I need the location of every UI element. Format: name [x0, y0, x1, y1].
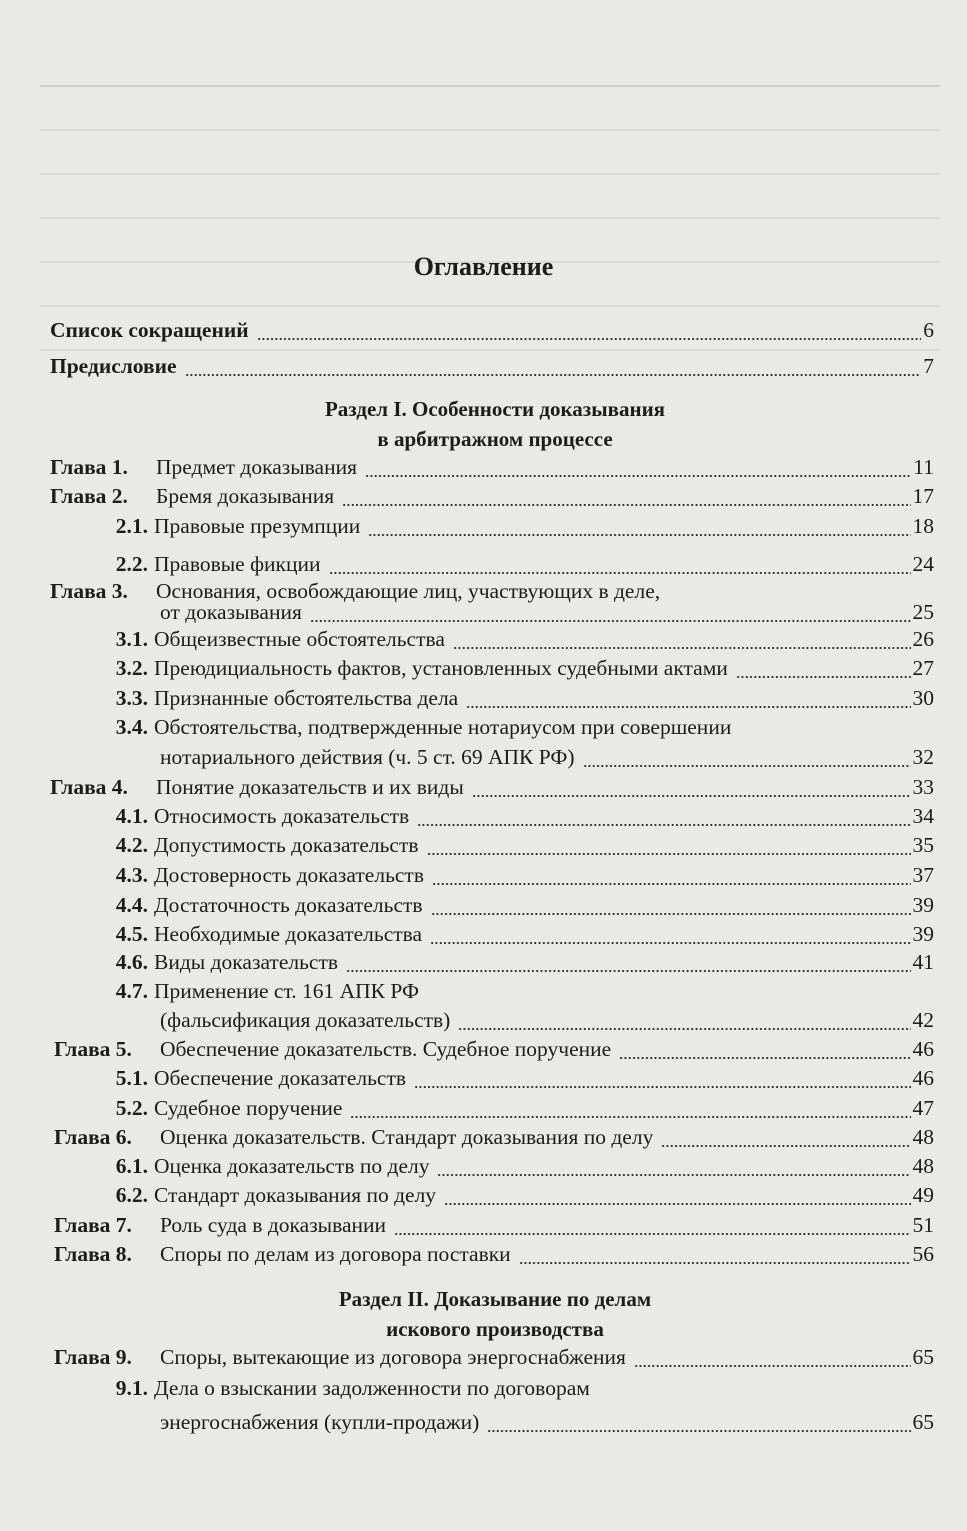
- entry-number: Глава 6.: [54, 1125, 132, 1149]
- page-number: 30: [912, 686, 934, 710]
- entry-title: Обстоятельства, подтвержденные нотариусом при совершении: [154, 715, 732, 739]
- entry-title: Оценка доказательств. Стандарт доказывания по делу: [160, 1125, 654, 1149]
- toc-chapter: [0, 453, 967, 482]
- entry-number: 6.2.: [115, 1183, 148, 1207]
- toc-chapter: [0, 773, 967, 802]
- page-number: 17: [912, 484, 934, 508]
- entry-title: Список сокращений: [50, 318, 249, 342]
- entry-title: Споры, вытекающие из договора энергоснабжения: [160, 1345, 626, 1369]
- dot-leader: [417, 824, 910, 826]
- page-number: 32: [912, 745, 934, 769]
- entry-title: нотариального действия (ч. 5 ст. 69 АПК РФ): [160, 745, 575, 769]
- page-number: 46: [912, 1037, 934, 1061]
- entry-number: 3.4.: [115, 715, 148, 739]
- entry-number: Глава 4.: [50, 775, 128, 799]
- entry-number: 3.2.: [115, 656, 148, 680]
- dot-leader: [342, 504, 910, 506]
- entry-title: (фальсификация доказательств): [160, 1008, 451, 1032]
- toc-front-item: [0, 352, 967, 381]
- toc-subsection: [0, 920, 967, 949]
- toc-continuation: [0, 1006, 967, 1035]
- toc-subsection: [0, 861, 967, 890]
- entry-number: 3.1.: [115, 627, 148, 651]
- dot-leader: [432, 883, 911, 885]
- entry-number: Глава 8.: [54, 1242, 132, 1266]
- entry-number: 2.2.: [115, 552, 148, 576]
- dot-leader: [619, 1057, 910, 1059]
- dot-leader: [346, 970, 911, 972]
- entry-number: 5.2.: [115, 1096, 148, 1120]
- entry-number: 5.1.: [115, 1066, 148, 1090]
- entry-title: Предисловие: [50, 354, 177, 378]
- entry-title: Обеспечение доказательств: [154, 1066, 406, 1090]
- entry-number: 4.7.: [115, 979, 148, 1003]
- page-number: 6: [923, 318, 934, 342]
- entry-number: 4.6.: [115, 950, 148, 974]
- entry-title: от доказывания: [160, 600, 302, 624]
- toc-subsection: [0, 625, 967, 654]
- page-number: 24: [912, 552, 934, 576]
- dot-leader: [427, 853, 911, 855]
- entry-title: Предмет доказывания: [156, 455, 357, 479]
- dot-leader: [350, 1116, 910, 1118]
- dot-leader: [310, 620, 911, 622]
- page-number: 39: [912, 922, 934, 946]
- dot-leader: [365, 475, 911, 477]
- entry-title: Правовые презумпции: [154, 514, 361, 538]
- toc-subsection: [0, 977, 967, 1006]
- page-number: 18: [912, 514, 934, 538]
- entry-number: 3.3.: [115, 686, 148, 710]
- section-heading-line: в арбитражном процессе: [377, 427, 613, 451]
- entry-number: Глава 7.: [54, 1213, 132, 1237]
- dot-leader: [257, 338, 922, 340]
- page-number: 35: [912, 833, 934, 857]
- page-number: 48: [912, 1154, 934, 1178]
- entry-title: Достаточность доказательств: [154, 893, 423, 917]
- entry-number: Глава 2.: [50, 484, 128, 508]
- entry-title: Общеизвестные обстоятельства: [154, 627, 445, 651]
- page-number: 56: [912, 1242, 934, 1266]
- dot-leader: [736, 676, 911, 678]
- page-number: 41: [912, 950, 934, 974]
- page-number: 26: [912, 627, 934, 651]
- page-number: 27: [912, 656, 934, 680]
- dot-leader: [368, 534, 910, 536]
- toc-front-item: [0, 316, 967, 345]
- toc-subsection: [0, 654, 967, 683]
- entry-title: энергоснабжения (купли-продажи): [160, 1410, 480, 1434]
- entry-title: Оценка доказательств по делу: [154, 1154, 430, 1178]
- toc-continuation: [0, 598, 967, 627]
- entry-number: Глава 1.: [50, 455, 128, 479]
- entry-title: Споры по делам из договора поставки: [160, 1242, 511, 1266]
- entry-number: 9.1.: [115, 1376, 148, 1400]
- toc-subsection: [0, 713, 967, 742]
- toc-chapter: [0, 482, 967, 511]
- entry-number: 2.1.: [115, 514, 148, 538]
- entry-title: Бремя доказывания: [156, 484, 335, 508]
- page-number: 46: [912, 1066, 934, 1090]
- dot-leader: [453, 647, 911, 649]
- entry-number: 4.1.: [115, 804, 148, 828]
- toc-chapter: [0, 1240, 967, 1269]
- entry-title: Дела о взыскании задолженности по договорам: [154, 1376, 590, 1400]
- entry-title: Понятие доказательств и их виды: [156, 775, 464, 799]
- dot-leader: [583, 765, 911, 767]
- toc-subsection: [0, 831, 967, 860]
- toc-subsection: [0, 1374, 967, 1403]
- entry-number: Глава 9.: [54, 1345, 132, 1369]
- section-heading-line: Раздел I. Особенности доказывания: [324, 397, 666, 421]
- entry-title: Стандарт доказывания по делу: [154, 1183, 437, 1207]
- entry-number: Глава 3.: [50, 579, 128, 603]
- page-number: 25: [912, 600, 934, 624]
- entry-title: Необходимые доказательства: [154, 922, 423, 946]
- page-number: 33: [912, 775, 934, 799]
- section-heading-line: искового производства: [386, 1317, 604, 1341]
- dot-leader: [414, 1086, 911, 1088]
- toc-subsection: [0, 891, 967, 920]
- dot-leader: [437, 1174, 910, 1176]
- page-number: 11: [913, 455, 934, 479]
- entry-number: 4.3.: [115, 863, 148, 887]
- dot-leader: [185, 374, 922, 376]
- entry-number: Глава 5.: [54, 1037, 132, 1061]
- entry-number: 4.2.: [115, 833, 148, 857]
- toc-subsection: [0, 1064, 967, 1093]
- dot-leader: [661, 1145, 910, 1147]
- page-number: 47: [912, 1096, 934, 1120]
- page-number: 48: [912, 1125, 934, 1149]
- dot-leader: [472, 795, 911, 797]
- dot-leader: [430, 942, 910, 944]
- toc-subsection: [0, 1094, 967, 1123]
- entry-number: 4.4.: [115, 893, 148, 917]
- toc-chapter: [0, 1123, 967, 1152]
- section-heading-2: [0, 1284, 967, 1344]
- entry-title: Судебное поручение: [154, 1096, 343, 1120]
- toc-chapter: [0, 1211, 967, 1240]
- page-number: 37: [912, 863, 934, 887]
- page-number: 34: [912, 804, 934, 828]
- entry-title: Относимость доказательств: [154, 804, 410, 828]
- toc-subsection: [0, 550, 967, 579]
- toc-chapter: [0, 1035, 967, 1064]
- dot-leader: [444, 1203, 910, 1205]
- page-number: 49: [912, 1183, 934, 1207]
- page-number: 7: [923, 354, 934, 378]
- toc-subsection: [0, 1152, 967, 1181]
- dot-leader: [431, 913, 911, 915]
- page-number: 65: [912, 1345, 934, 1369]
- page-title: Оглавление: [413, 252, 554, 281]
- page-number: 39: [912, 893, 934, 917]
- dot-leader: [487, 1430, 910, 1432]
- dot-leader: [458, 1028, 910, 1030]
- page-number: 42: [912, 1008, 934, 1032]
- toc-subsection: [0, 512, 967, 541]
- page-number: 65: [912, 1410, 934, 1434]
- entry-title: Преюдициальность фактов, установленных судебными актами: [154, 656, 728, 680]
- entry-title: Правовые фикции: [154, 552, 321, 576]
- dot-leader: [634, 1365, 911, 1367]
- toc-subsection: [0, 1181, 967, 1210]
- entry-title: Признанные обстоятельства дела: [154, 686, 459, 710]
- toc-subsection: [0, 684, 967, 713]
- entry-title: Достоверность доказательств: [154, 863, 424, 887]
- entry-title: Обеспечение доказательств. Судебное поручение: [160, 1037, 612, 1061]
- dot-leader: [329, 572, 911, 574]
- section-heading-line: Раздел II. Доказывание по делам: [338, 1287, 652, 1311]
- toc-continuation: [0, 743, 967, 772]
- toc-continuation: [0, 1408, 967, 1437]
- entry-title: Роль суда в доказывании: [160, 1213, 387, 1237]
- entry-number: 6.1.: [115, 1154, 148, 1178]
- entry-title: Основания, освобождающие лиц, участвующих в деле,: [156, 579, 661, 603]
- dot-leader: [519, 1262, 911, 1264]
- page-number: 51: [912, 1213, 934, 1237]
- dot-leader: [394, 1233, 910, 1235]
- toc-chapter: [0, 1343, 967, 1372]
- toc-subsection: [0, 802, 967, 831]
- toc-subsection: [0, 948, 967, 977]
- entry-title: Применение ст. 161 АПК РФ: [154, 979, 419, 1003]
- bleed-through-text: [40, 60, 940, 351]
- entry-number: 4.5.: [115, 922, 148, 946]
- entry-title: Виды доказательств: [154, 950, 338, 974]
- entry-title: Допустимость доказательств: [154, 833, 419, 857]
- dot-leader: [466, 706, 910, 708]
- section-heading-1: [0, 394, 967, 454]
